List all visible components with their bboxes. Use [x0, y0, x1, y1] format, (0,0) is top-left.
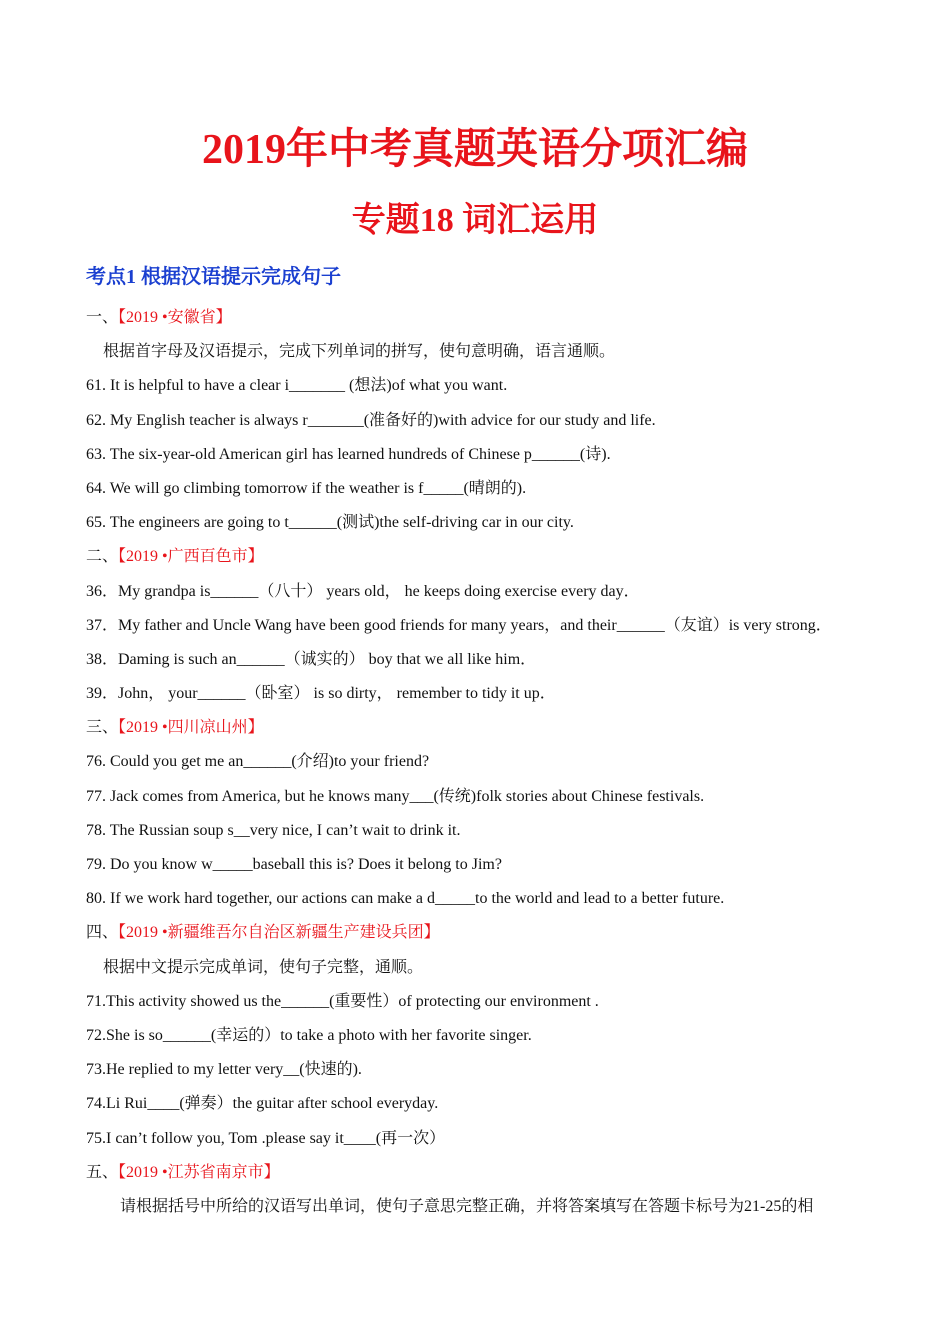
exercise-item: 74.Li Rui____(弹奏）the guitar after school everyday.	[86, 1095, 439, 1113]
section-number: 四、	[86, 924, 119, 942]
exercise-item: 76. Could you get me an______(介绍)to your friend?	[86, 753, 430, 771]
section-header	[86, 711, 876, 745]
section-source: 【2019 •安徽省】	[118, 309, 232, 326]
exercise-item: 63. The six-year-old American girl has learned hundreds of Chinese p______(诗).	[86, 445, 611, 463]
exercise-item: 79. Do you know w_____baseball this is? Does it belong to Jim?	[86, 856, 502, 873]
exercise-content	[86, 301, 876, 1224]
section-source: 【2019 •广西百色市】	[118, 548, 264, 566]
section-source: 【2019 •江苏省南京市】	[118, 1163, 280, 1181]
exercise-item: 37．My father and Uncle Wang have been good friends for many years，and their______（友谊）is very strong．	[86, 616, 832, 634]
section-instruction: 根据首字母及汉语提示，完成下列单词的拼写，使句意明确，语言通顺。	[103, 343, 616, 361]
section-instruction: 请根据括号中所给的汉语写出单词，使句子意思完整正确，并将答案填写在答题卡标号为21-25的相	[120, 1197, 814, 1215]
exercise-item: 36．My grandpa is______（八十） years old， he keeps doing exercise every day．	[86, 582, 640, 600]
section-header	[86, 916, 876, 950]
section-source: 【2019 •四川凉山州】	[118, 719, 264, 737]
exercise-item: 73.He replied to my letter very__(快速的).	[86, 1061, 362, 1079]
section-number: 三、	[86, 719, 119, 737]
exercise-item: 77. Jack comes from America, but he knows many___(传统)folk stories about Chinese festivals.	[86, 787, 705, 805]
exercise-item: 64. We will go climbing tomorrow if the weather is f_____(晴朗的).	[86, 479, 527, 497]
section-number: 二、	[86, 548, 119, 566]
section-header	[86, 301, 876, 335]
exercise-item: 71.This activity showed us the______(重要性）of protecting our environment .	[86, 992, 599, 1010]
exercise-item: 78. The Russian soup s__very nice, I can’t wait to drink it.	[86, 821, 461, 839]
exercise-item: 61. It is helpful to have a clear i_______ (想法)of what you want.	[86, 377, 508, 395]
exercise-item: 72.She is so______(幸运的）to take a photo with her favorite singer.	[86, 1026, 532, 1044]
document-title: 2019年中考真题英语分项汇编	[201, 127, 748, 173]
exercise-item: 39．John， your______（卧室） is so dirty， remember to tidy it up．	[86, 685, 556, 703]
section-instruction: 根据中文提示完成单词，使句子完整，通顺。	[103, 958, 424, 976]
exercise-item: 75.I can’t follow you, Tom .please say it____(再一次）	[86, 1129, 446, 1147]
topic-heading: 考点1 根据汉语提示完成句子	[86, 266, 341, 288]
exercise-item: 65. The engineers are going to t______(测试)the self-driving car in our city.	[86, 514, 574, 532]
section-number: 五、	[86, 1163, 119, 1181]
section-source: 【2019 •新疆维吾尔自治区新疆生产建设兵团】	[118, 924, 440, 942]
exercise-item: 80. If we work hard together, our actions can make a d_____to the world and lead to a better future.	[86, 890, 725, 908]
exercise-item: 62. My English teacher is always r_______(准备好的)with advice for our study and life.	[86, 411, 656, 429]
section-header	[86, 1156, 876, 1190]
exercise-item: 38．Daming is such an______（诚实的） boy that we all like him．	[86, 650, 537, 668]
section-header	[86, 540, 876, 574]
document-subtitle: 专题18 词汇运用	[351, 202, 599, 239]
section-number: 一、	[86, 309, 119, 326]
